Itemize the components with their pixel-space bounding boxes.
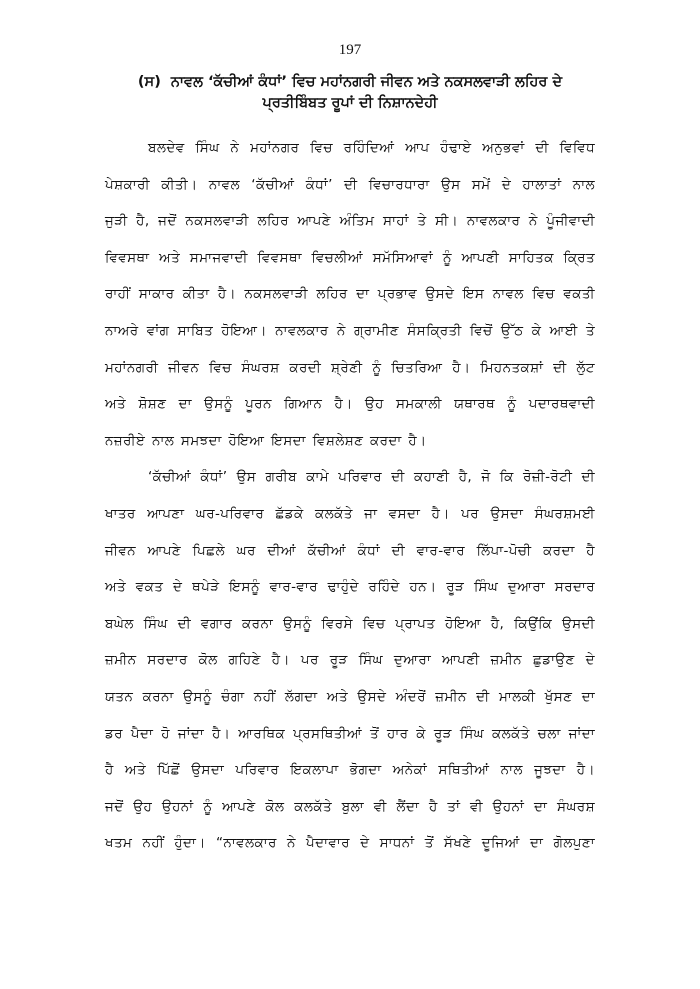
text-line: ਮਹਾਂਨਗਰੀ ਜੀਵਨ ਵਿਚ ਸੰਘਰਸ਼ ਕਰਦੀ ਸ਼੍ਰੇਣੀ ਨੂੰ ਚਿਤਰਿਆ ਹੈ। ਮਿਹਨਤਕਸ਼ਾਂ ਦੀ ਲੁੱਟ — [105, 359, 595, 376]
text-line: ਨਾਅਰੇ ਵਾਂਗ ਸਾਬਿਤ ਹੋਇਆ। ਨਾਵਲਕਾਰ ਨੇ ਗ੍ਰਾਮੀਣ ਸੰਸਕ੍ਰਿਤੀ ਵਿਚੋਂ ਉੱਠ ਕੇ ਆਈ ਤੇ — [105, 322, 595, 339]
text-line: ਅਤੇ ਸ਼ੋਸ਼ਣ ਦਾ ਉਸਨੂੰ ਪੂਰਨ ਗਿਆਨ ਹੈ। ਉਹ ਸਮਕਾਲੀ ਯਥਾਰਥ ਨੂੰ ਪਦਾਰਥਵਾਦੀ — [105, 396, 595, 413]
section-heading — [100, 72, 600, 114]
text-line: ਜਦੋਂ ਉਹ ਉਹਨਾਂ ਨੂੰ ਆਪਣੇ ਕੋਲ ਕਲਕੱਤੇ ਬੁਲਾ ਵੀ ਲੈਂਦਾ ਹੈ ਤਾਂ ਵੀ ਉਹਨਾਂ ਦਾ ਸੰਘਰਸ਼ — [105, 798, 595, 815]
text-line: ਬਘੇਲ ਸਿੰਘ ਦੀ ਵਗਾਰ ਕਰਨਾ ਉਸਨੂੰ ਵਿਰਸੇ ਵਿਚ ਪ੍ਰਾਪਤ ਹੋਇਆ ਹੈ, ਕਿਉਂਕਿ ਉਸਦੀ — [105, 615, 595, 632]
text-line: ਪੇਸ਼ਕਾਰੀ ਕੀਤੀ। ਨਾਵਲ ‘ਕੱਚੀਆਂ ਕੰਧਾਂ’ ਦੀ ਵਿਚਾਰਧਾਰਾ ਉਸ ਸਮੇਂ ਦੇ ਹਾਲਾਤਾਂ ਨਾਲ — [105, 176, 595, 193]
section-heading-text-1: ਨਾਵਲ ‘ਕੱਚੀਆਂ ਕੰਧਾਂ’ ਵਿਚ ਮਹਾਂਨਗਰੀ ਜੀਵਨ ਅਤੇ ਨਕਸਲਵਾੜੀ ਲਹਿਰ ਦੇ — [170, 74, 563, 90]
text-line: ਜ਼ਮੀਨ ਸਰਦਾਰ ਕੋਲ ਗਹਿਣੇ ਹੈ। ਪਰ ਰੂੜ ਸਿੰਘ ਦੁਆਰਾ ਆਪਣੀ ਜ਼ਮੀਨ ਛੁਡਾਉਣ ਦੇ — [105, 652, 595, 669]
text-line: ਖਾਤਰ ਆਪਣਾ ਘਰ-ਪਰਿਵਾਰ ਛੱਡਕੇ ਕਲਕੱਤੇ ਜਾ ਵਸਦਾ ਹੈ। ਪਰ ਉਸਦਾ ਸੰਘਰਸ਼ਮਈ — [105, 505, 595, 522]
section-heading-line-2: ਪ੍ਰਤੀਬਿੰਬਤ ਰੂਪਾਂ ਦੀ ਨਿਸ਼ਾਨਦੇਹੀ — [262, 95, 438, 111]
body-text — [105, 130, 595, 862]
text-line: ਜੀਵਨ ਆਪਣੇ ਪਿਛਲੇ ਘਰ ਦੀਆਂ ਕੱਚੀਆਂ ਕੰਧਾਂ ਦੀ ਵਾਰ-ਵਾਰ ਲਿੱਪਾ-ਪੋਚੀ ਕਰਦਾ ਹੈ — [105, 542, 595, 559]
text-line: ਵਿਵਸਥਾ ਅਤੇ ਸਮਾਜਵਾਦੀ ਵਿਵਸਥਾ ਵਿਚਲੀਆਂ ਸਮੱਸਿਆਵਾਂ ਨੂੰ ਆਪਣੀ ਸਾਹਿਤਕ ਕ੍ਰਿਤ — [105, 249, 595, 266]
text-line: ਅਤੇ ਵਕਤ ਦੇ ਥਪੇੜੇ ਇਸਨੂੰ ਵਾਰ-ਵਾਰ ਢਾਹੁੰਦੇ ਰਹਿੰਦੇ ਹਨ। ਰੂੜ ਸਿੰਘ ਦੁਆਰਾ ਸਰਦਾਰ — [105, 579, 595, 596]
text-line: ਹੈ ਅਤੇ ਪਿੱਛੋਂ ਉਸਦਾ ਪਰਿਵਾਰ ਇਕਲਾਪਾ ਭੋਗਦਾ ਅਨੇਕਾਂ ਸਥਿਤੀਆਂ ਨਾਲ ਜੂਝਦਾ ਹੈ। — [105, 762, 595, 779]
text-line: ਯਤਨ ਕਰਨਾ ਉਸਨੂੰ ਚੰਗਾ ਨਹੀਂ ਲੱਗਦਾ ਅਤੇ ਉਸਦੇ ਅੰਦਰੋਂ ਜ਼ਮੀਨ ਦੀ ਮਾਲਕੀ ਖੁੱਸਣ ਦਾ — [105, 688, 595, 705]
text-line: ਨਜ਼ਰੀਏ ਨਾਲ ਸਮਝਦਾ ਹੋਇਆ ਇਸਦਾ ਵਿਸ਼ਲੇਸ਼ਣ ਕਰਦਾ ਹੈ। — [105, 432, 427, 449]
section-heading-line-1 — [100, 72, 600, 93]
paragraph-2 — [105, 459, 595, 862]
page-number: 197 — [338, 42, 362, 58]
paragraph-1 — [105, 130, 595, 459]
section-marker: (ਸ) — [137, 74, 161, 90]
text-line: ਜੁੜੀ ਹੈ, ਜਦੋਂ ਨਕਸਲਵਾੜੀ ਲਹਿਰ ਆਪਣੇ ਅੰਤਿਮ ਸਾਹਾਂ ਤੇ ਸੀ। ਨਾਵਲਕਾਰ ਨੇ ਪੂੰਜੀਵਾਦੀ — [105, 213, 595, 230]
text-line: ਰਾਹੀਂ ਸਾਕਾਰ ਕੀਤਾ ਹੈ। ਨਕਸਲਵਾੜੀ ਲਹਿਰ ਦਾ ਪ੍ਰਭਾਵ ਉਸਦੇ ਇਸ ਨਾਵਲ ਵਿਚ ਵਕਤੀ — [105, 286, 595, 303]
text-line: ‘ਕੱਚੀਆਂ ਕੰਧਾਂ’ ਉਸ ਗਰੀਬ ਕਾਮੇ ਪਰਿਵਾਰ ਦੀ ਕਹਾਣੀ ਹੈ, ਜੋ ਕਿ ਰੋਜ਼ੀ-ਰੋਟੀ ਦੀ — [148, 469, 595, 486]
text-line: ਡਰ ਪੈਦਾ ਹੋ ਜਾਂਦਾ ਹੈ। ਆਰਥਿਕ ਪ੍ਰਸਥਿਤੀਆਂ ਤੋਂ ਹਾਰ ਕੇ ਰੂੜ ਸਿੰਘ ਕਲਕੱਤੇ ਚਲਾ ਜਾਂਦਾ — [105, 725, 595, 742]
text-line: ਖਤਮ ਨਹੀਂ ਹੁੰਦਾ। “ਨਾਵਲਕਾਰ ਨੇ ਪੈਦਾਵਾਰ ਦੇ ਸਾਧਨਾਂ ਤੋਂ ਸੱਖਣੇ ਦੂਜਿਆਂ ਦਾ ਗੋਲਪੁਣਾ — [105, 835, 595, 852]
text-line: ਬਲਦੇਵ ਸਿੰਘ ਨੇ ਮਹਾਂਨਗਰ ਵਿਚ ਰਹਿੰਦਿਆਂ ਆਪ ਹੰਢਾਏ ਅਨੁਭਵਾਂ ਦੀ ਵਿਵਿਧ — [148, 140, 595, 156]
